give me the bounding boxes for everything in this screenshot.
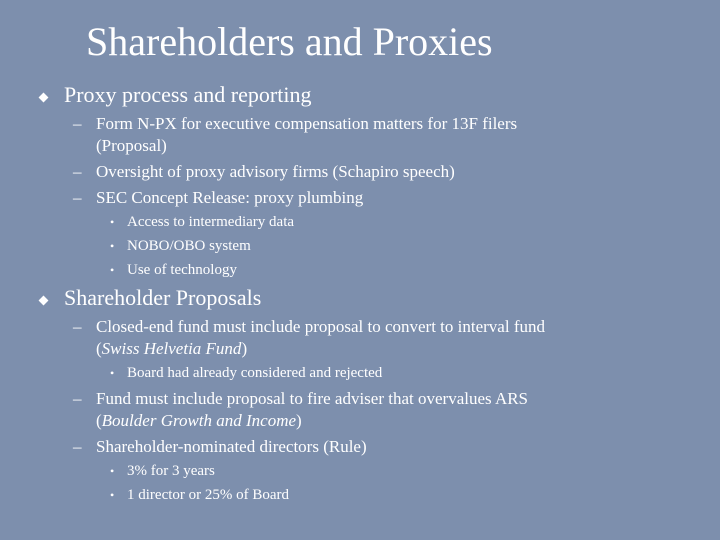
dot-bullet-icon: • xyxy=(110,366,115,380)
subitem-nominated-directors: Shareholder-nominated directors (Rule) xyxy=(96,437,367,456)
dash-bullet-icon: – xyxy=(73,317,82,336)
subsubitem-one-director: 1 director or 25% of Board xyxy=(127,487,290,503)
subsubitem-three-percent: 3% for 3 years xyxy=(127,463,215,479)
dot-bullet-icon: • xyxy=(110,263,115,277)
subsubitem-nobo: NOBO/OBO system xyxy=(127,238,251,254)
slide-title: Shareholders and Proxies xyxy=(86,19,493,64)
subitem-closed-end-fund-case: (Swiss Helvetia Fund) xyxy=(96,339,248,358)
subitem-form-npx-cont: (Proposal) xyxy=(96,136,167,155)
dot-bullet-icon: • xyxy=(110,464,115,478)
dash-bullet-icon: – xyxy=(73,114,82,133)
subitem-fire-adviser: Fund must include proposal to fire adviser that overvalues ARS xyxy=(96,389,529,408)
dash-bullet-icon: – xyxy=(73,437,82,456)
dash-bullet-icon: – xyxy=(73,389,82,408)
case-name: Boulder Growth and Income xyxy=(101,411,297,430)
diamond-bullet-icon xyxy=(39,296,49,306)
dot-bullet-icon: • xyxy=(110,239,115,253)
dash-bullet-icon: – xyxy=(73,188,82,207)
dash-bullet-icon: – xyxy=(73,162,82,181)
subsubitem-board-rejected: Board had already considered and rejected xyxy=(127,365,383,381)
subsubitem-intermediary: Access to intermediary data xyxy=(127,214,295,230)
subitem-oversight: Oversight of proxy advisory firms (Schapiro speech) xyxy=(96,162,455,181)
dot-bullet-icon: • xyxy=(110,215,115,229)
bullet-proxy-process: Proxy process and reporting xyxy=(64,82,312,107)
diamond-bullet-icon xyxy=(39,93,49,103)
bullet-shareholder-proposals: Shareholder Proposals xyxy=(64,285,262,310)
subitem-concept-release: SEC Concept Release: proxy plumbing xyxy=(96,188,364,207)
case-name: Swiss Helvetia Fund xyxy=(101,339,242,358)
subitem-closed-end-fund: Closed-end fund must include proposal to convert to interval fund xyxy=(96,317,545,336)
dot-bullet-icon: • xyxy=(110,488,115,502)
subitem-fire-adviser-case: (Boulder Growth and Income) xyxy=(96,411,302,430)
subsubitem-technology: Use of technology xyxy=(127,262,237,278)
subitem-form-npx: Form N-PX for executive compensation matters for 13F filers xyxy=(96,114,518,133)
